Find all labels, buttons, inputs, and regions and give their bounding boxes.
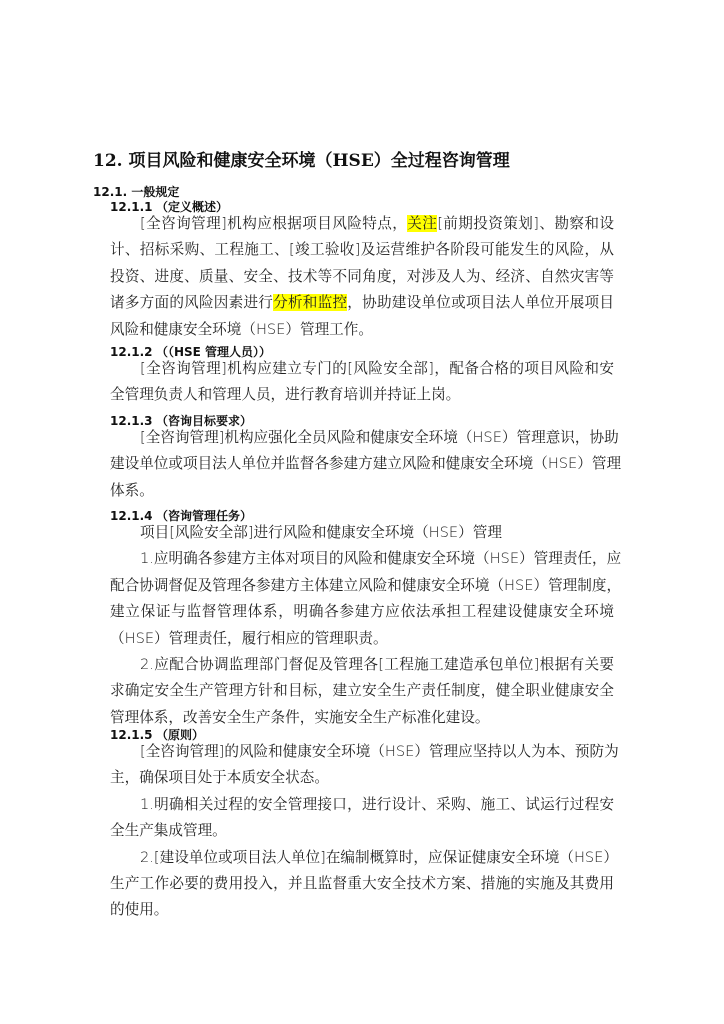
text-line	[110, 290, 614, 316]
text-segment: [前期投资策划]、勘察和设	[437, 215, 614, 232]
text-segment: 风险和健康安全环境（HSE）管理工作。	[110, 320, 373, 338]
subsection-number: 12.1.2	[110, 345, 153, 359]
text-segment: 建立保证与监督管理体系，明确各参建方应依法承担工程建设健康安全环境	[110, 603, 614, 621]
paragraph	[110, 520, 614, 546]
subsection-label: （咨询目标要求）	[156, 414, 253, 428]
highlighted-text: 分析和监控	[273, 294, 348, 312]
text-line	[110, 897, 614, 923]
section-heading: 12.1. 一般规定	[93, 185, 180, 199]
text-line	[110, 317, 614, 343]
subsection-body	[110, 739, 619, 924]
text-line	[110, 451, 622, 477]
subsection-12-1-2	[110, 345, 614, 409]
text-line	[110, 792, 614, 818]
text-segment: （HSE）管理责任，履行相应的管理职责。	[110, 629, 388, 647]
text-line	[110, 356, 614, 382]
paragraph	[110, 845, 618, 924]
text-line	[110, 573, 622, 599]
subsection-body	[110, 356, 614, 409]
text-segment: [全咨询管理]机构应强化全员风险和健康安全环境（HSE）管理意识，协助	[140, 429, 619, 446]
text-line	[110, 264, 614, 290]
text-segment: 建设单位或项目法人单位并监督各参建方建立风险和健康安全环境（HSE）管理	[110, 455, 622, 473]
text-line	[110, 425, 619, 451]
subsection-number: 12.1.1	[110, 200, 153, 214]
text-line	[110, 739, 619, 765]
subsection-number: 12.1.3	[110, 414, 153, 428]
paragraph	[110, 739, 619, 792]
subsection-12-1-1	[110, 200, 614, 343]
text-line	[110, 652, 614, 678]
text-line	[110, 818, 614, 844]
paragraph	[110, 652, 614, 731]
subsection-number: 12.1.5	[110, 728, 153, 742]
text-line	[110, 546, 622, 572]
subsection-body	[110, 520, 622, 731]
text-line	[110, 765, 614, 791]
text-segment: 求确定安全生产管理方针和目标，建立安全生产责任制度，健全职业健康安全	[110, 682, 614, 700]
text-segment: 1.应明确各参建方主体对项目的风险和健康安全环境（HSE）管理责任，应	[140, 550, 622, 568]
paragraph	[110, 356, 614, 409]
text-segment: 全管理负责人和管理人员，进行教育培训并持证上岗。	[110, 386, 461, 404]
text-segment: 项目[风险安全部]进行风险和健康安全环境（HSE）管理	[140, 524, 502, 541]
text-segment: 配合协调督促及管理各参建方主体建立风险和健康安全环境（HSE）管理制度，	[110, 576, 622, 594]
paragraph	[110, 792, 614, 845]
text-segment: 计、招标采购、工程施工、[竣工验收]及运营维护各阶段可能发生的风险，从	[110, 241, 614, 259]
paragraph	[110, 546, 622, 652]
text-segment: [全咨询管理]机构应根据项目风险特点，	[140, 215, 408, 232]
subsection-body	[110, 211, 614, 343]
subsection-label: （定义概述）	[156, 200, 229, 214]
subsection-label: （原则）	[156, 728, 205, 742]
highlighted-text: 关注	[407, 215, 438, 232]
text-segment: 全生产集成管理。	[110, 822, 227, 840]
subsection-number: 12.1.4	[110, 509, 153, 523]
text-line	[110, 845, 618, 871]
text-segment: 2.[建设单位或项目法人单位]在编制概算时，应保证健康安全环境（HSE）	[140, 848, 618, 866]
text-segment: 1.明确相关过程的安全管理接口，进行设计、采购、施工、试运行过程安	[140, 795, 614, 813]
text-segment: 主，确保项目处于本质安全状态。	[110, 769, 329, 787]
text-segment: 投资、进度、质量、安全、技术等不同角度，对涉及人为、经济、自然灾害等	[110, 267, 614, 285]
text-line	[110, 599, 614, 625]
subsection-12-1-5	[110, 728, 619, 924]
text-segment: 生产工作必要的费用投入，并且监督重大安全技术方案、措施的实施及其费用	[110, 874, 614, 892]
paragraph	[110, 425, 622, 504]
subsection-12-1-3	[110, 414, 622, 504]
text-segment: 2.应配合协调监理部门督促及管理各[工程施工建造承包单位]根据有关要	[140, 655, 614, 673]
text-segment: [全咨询管理]机构应建立专门的[风险安全部]，配备合格的项目风险和安	[140, 360, 614, 377]
subsection-body	[110, 425, 622, 504]
text-line	[110, 478, 614, 504]
text-segment: 的使用。	[110, 901, 169, 919]
text-line	[110, 237, 614, 263]
text-segment: 管理体系，改善安全生产条件，实施安全生产标准化建设。	[110, 708, 490, 726]
text-segment: ，协助建设单位或项目法人单位开展项目	[347, 294, 614, 312]
text-line	[110, 626, 614, 652]
chapter-title: 12. 项目风险和健康安全环境（HSE）全过程咨询管理	[93, 151, 510, 171]
paragraph	[110, 211, 614, 343]
text-segment: 体系。	[110, 481, 154, 499]
subsection-label: （（HSE 管理人员））	[156, 345, 272, 359]
text-line	[110, 871, 614, 897]
text-segment: 诸多方面的风险因素进行	[110, 294, 274, 312]
text-line	[110, 520, 614, 546]
subsection-12-1-4	[110, 509, 622, 731]
subsection-label: （咨询管理任务）	[156, 509, 253, 523]
text-line	[110, 678, 614, 704]
text-line	[110, 211, 614, 237]
text-line	[110, 382, 614, 408]
text-segment: [全咨询管理]的风险和健康安全环境（HSE）管理应坚持以人为本、预防为	[140, 743, 619, 760]
